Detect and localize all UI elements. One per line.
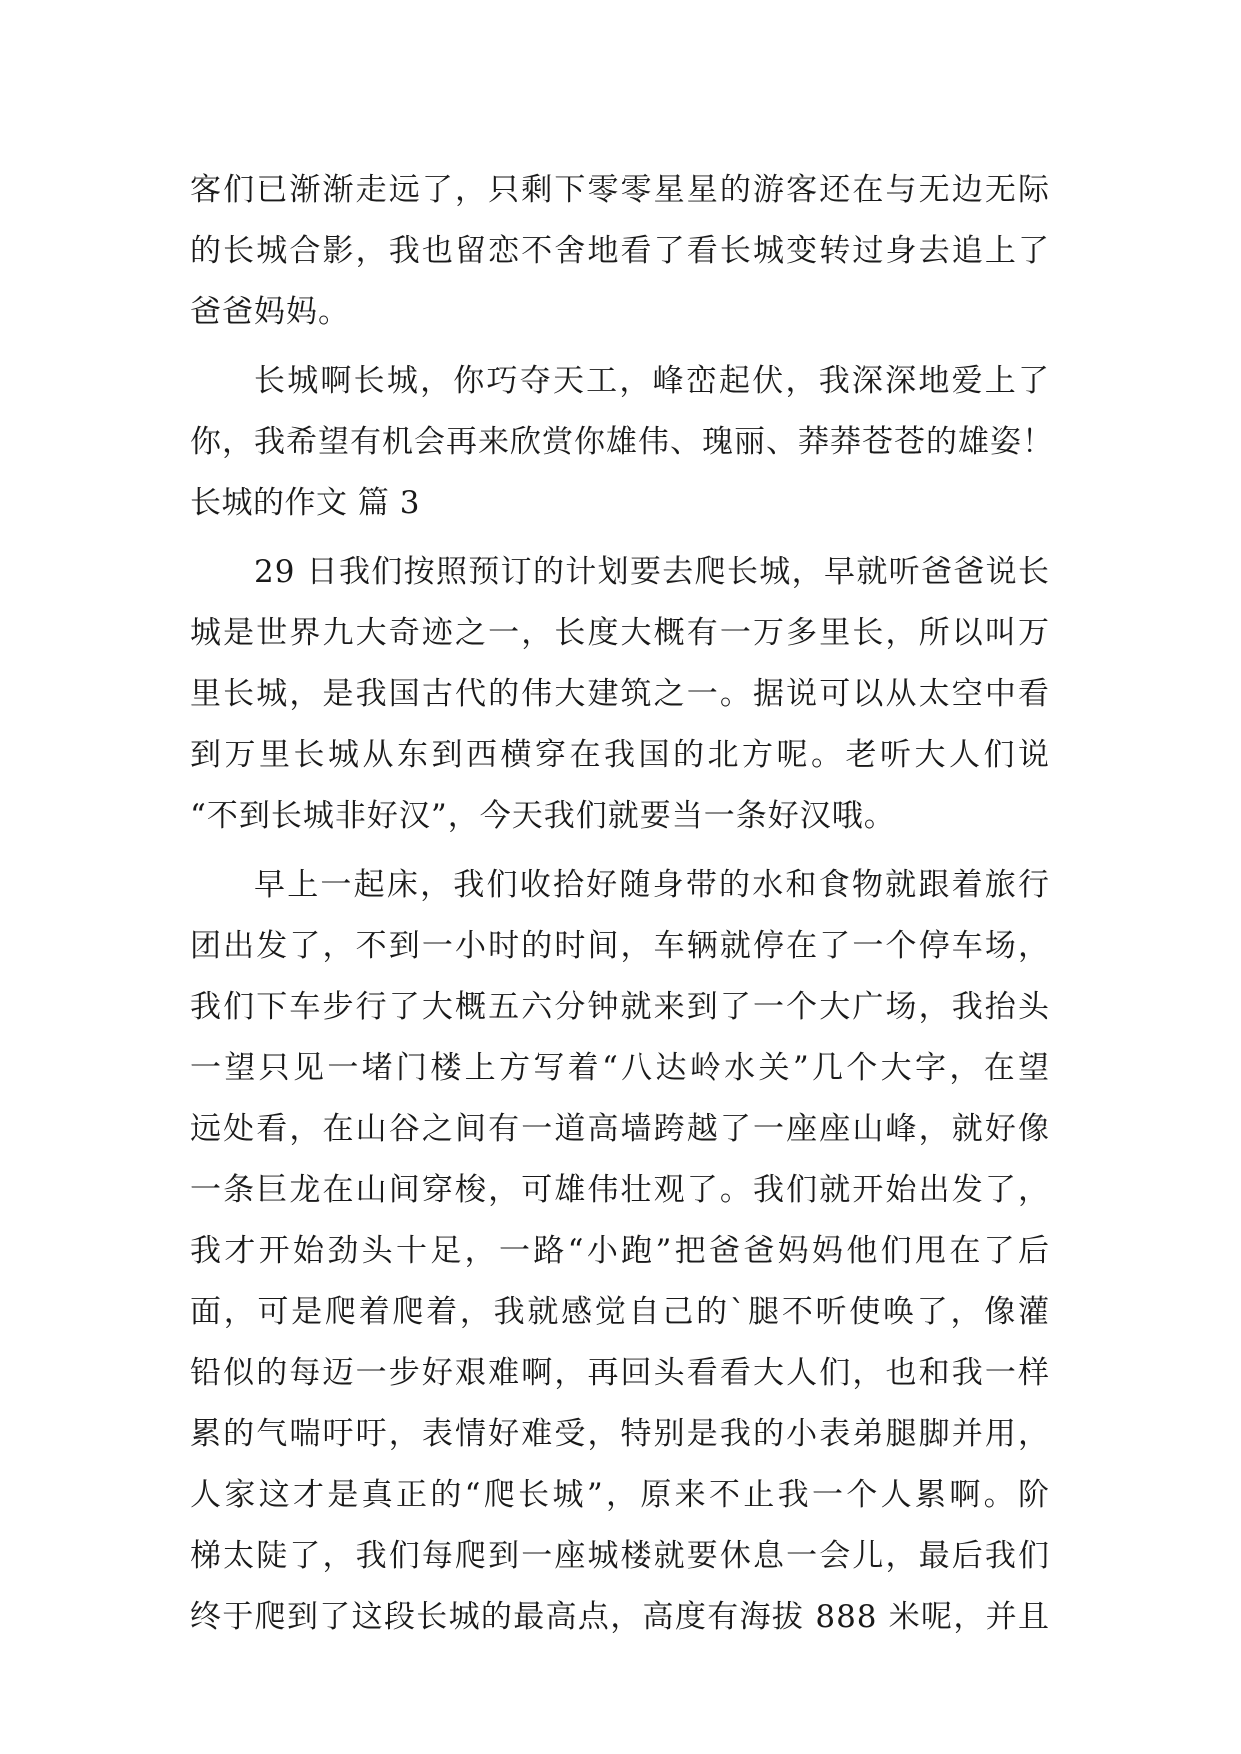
text-line: 里长城，是我国古代的伟大建筑之一。据说可以从太空中看 (190, 676, 1050, 712)
paragraph-intro (190, 542, 1050, 847)
text-line: 的长城合影，我也留恋不舍地看了看长城变转过身去追上了 (190, 233, 1050, 269)
text-line: 累的气喘吁吁，表情好难受，特别是我的小表弟腿脚并用， (190, 1416, 1050, 1452)
text-line: 铅似的每迈一步好艰难啊，再回头看看大人们，也和我一样 (190, 1355, 1050, 1391)
paragraph-climb (190, 855, 1050, 1648)
essay-heading (190, 473, 1050, 534)
text-line: 梯太陡了，我们每爬到一座城楼就要休息一会儿，最后我们 (190, 1538, 1050, 1574)
text-line: 爸爸妈妈。 (190, 294, 350, 330)
text-line: 一望只见一堵门楼上方写着“八达岭水关”几个大字，在望 (190, 1050, 1050, 1086)
text-line: 我们下车步行了大概五六分钟就来到了一个大广场，我抬头 (190, 989, 1050, 1025)
text-line: 人家这才是真正的“爬长城”，原来不止我一个人累啊。阶 (190, 1477, 1050, 1513)
paragraph-continuation (190, 160, 1050, 343)
text-line: 你，我希望有机会再来欣赏你雄伟、瑰丽、莽莽苍苍的雄姿！ (190, 424, 1054, 460)
text-line: 29 日我们按照预订的计划要去爬长城，早就听爸爸说长 (254, 554, 1050, 590)
text-line: 终于爬到了这段长城的最高点，高度有海拔 888 米呢，并且 (190, 1599, 1050, 1635)
text-line: 远处看，在山谷之间有一道高墙跨越了一座座山峰，就好像 (190, 1111, 1050, 1147)
text-line: “不到长城非好汉”，今天我们就要当一条好汉哦。 (190, 798, 896, 834)
text-line: 面，可是爬着爬着，我就感觉自己的`腿不听使唤了，像灌 (190, 1294, 1050, 1330)
text-line: 一条巨龙在山间穿梭，可雄伟壮观了。我们就开始出发了， (190, 1172, 1050, 1208)
text-line: 长城啊长城，你巧夺天工，峰峦起伏，我深深地爱上了 (254, 363, 1050, 399)
text-line: 到万里长城从东到西横穿在我国的北方呢。老听大人们说 (190, 737, 1050, 773)
section-title: 长城的作文 篇 3 (190, 485, 420, 521)
text-line: 我才开始劲头十足，一路“小跑”把爸爸妈妈他们甩在了后 (190, 1233, 1050, 1269)
document-page (190, 160, 1054, 1648)
text-line: 早上一起床，我们收拾好随身带的水和食物就跟着旅行 (254, 867, 1050, 903)
text-line: 城是世界九大奇迹之一，长度大概有一万多里长，所以叫万 (190, 615, 1050, 651)
text-line: 客们已渐渐走远了，只剩下零零星星的游客还在与无边无际 (190, 172, 1050, 208)
paragraph-conclusion (190, 351, 1054, 473)
text-line: 团出发了，不到一小时的时间，车辆就停在了一个停车场， (190, 928, 1050, 964)
